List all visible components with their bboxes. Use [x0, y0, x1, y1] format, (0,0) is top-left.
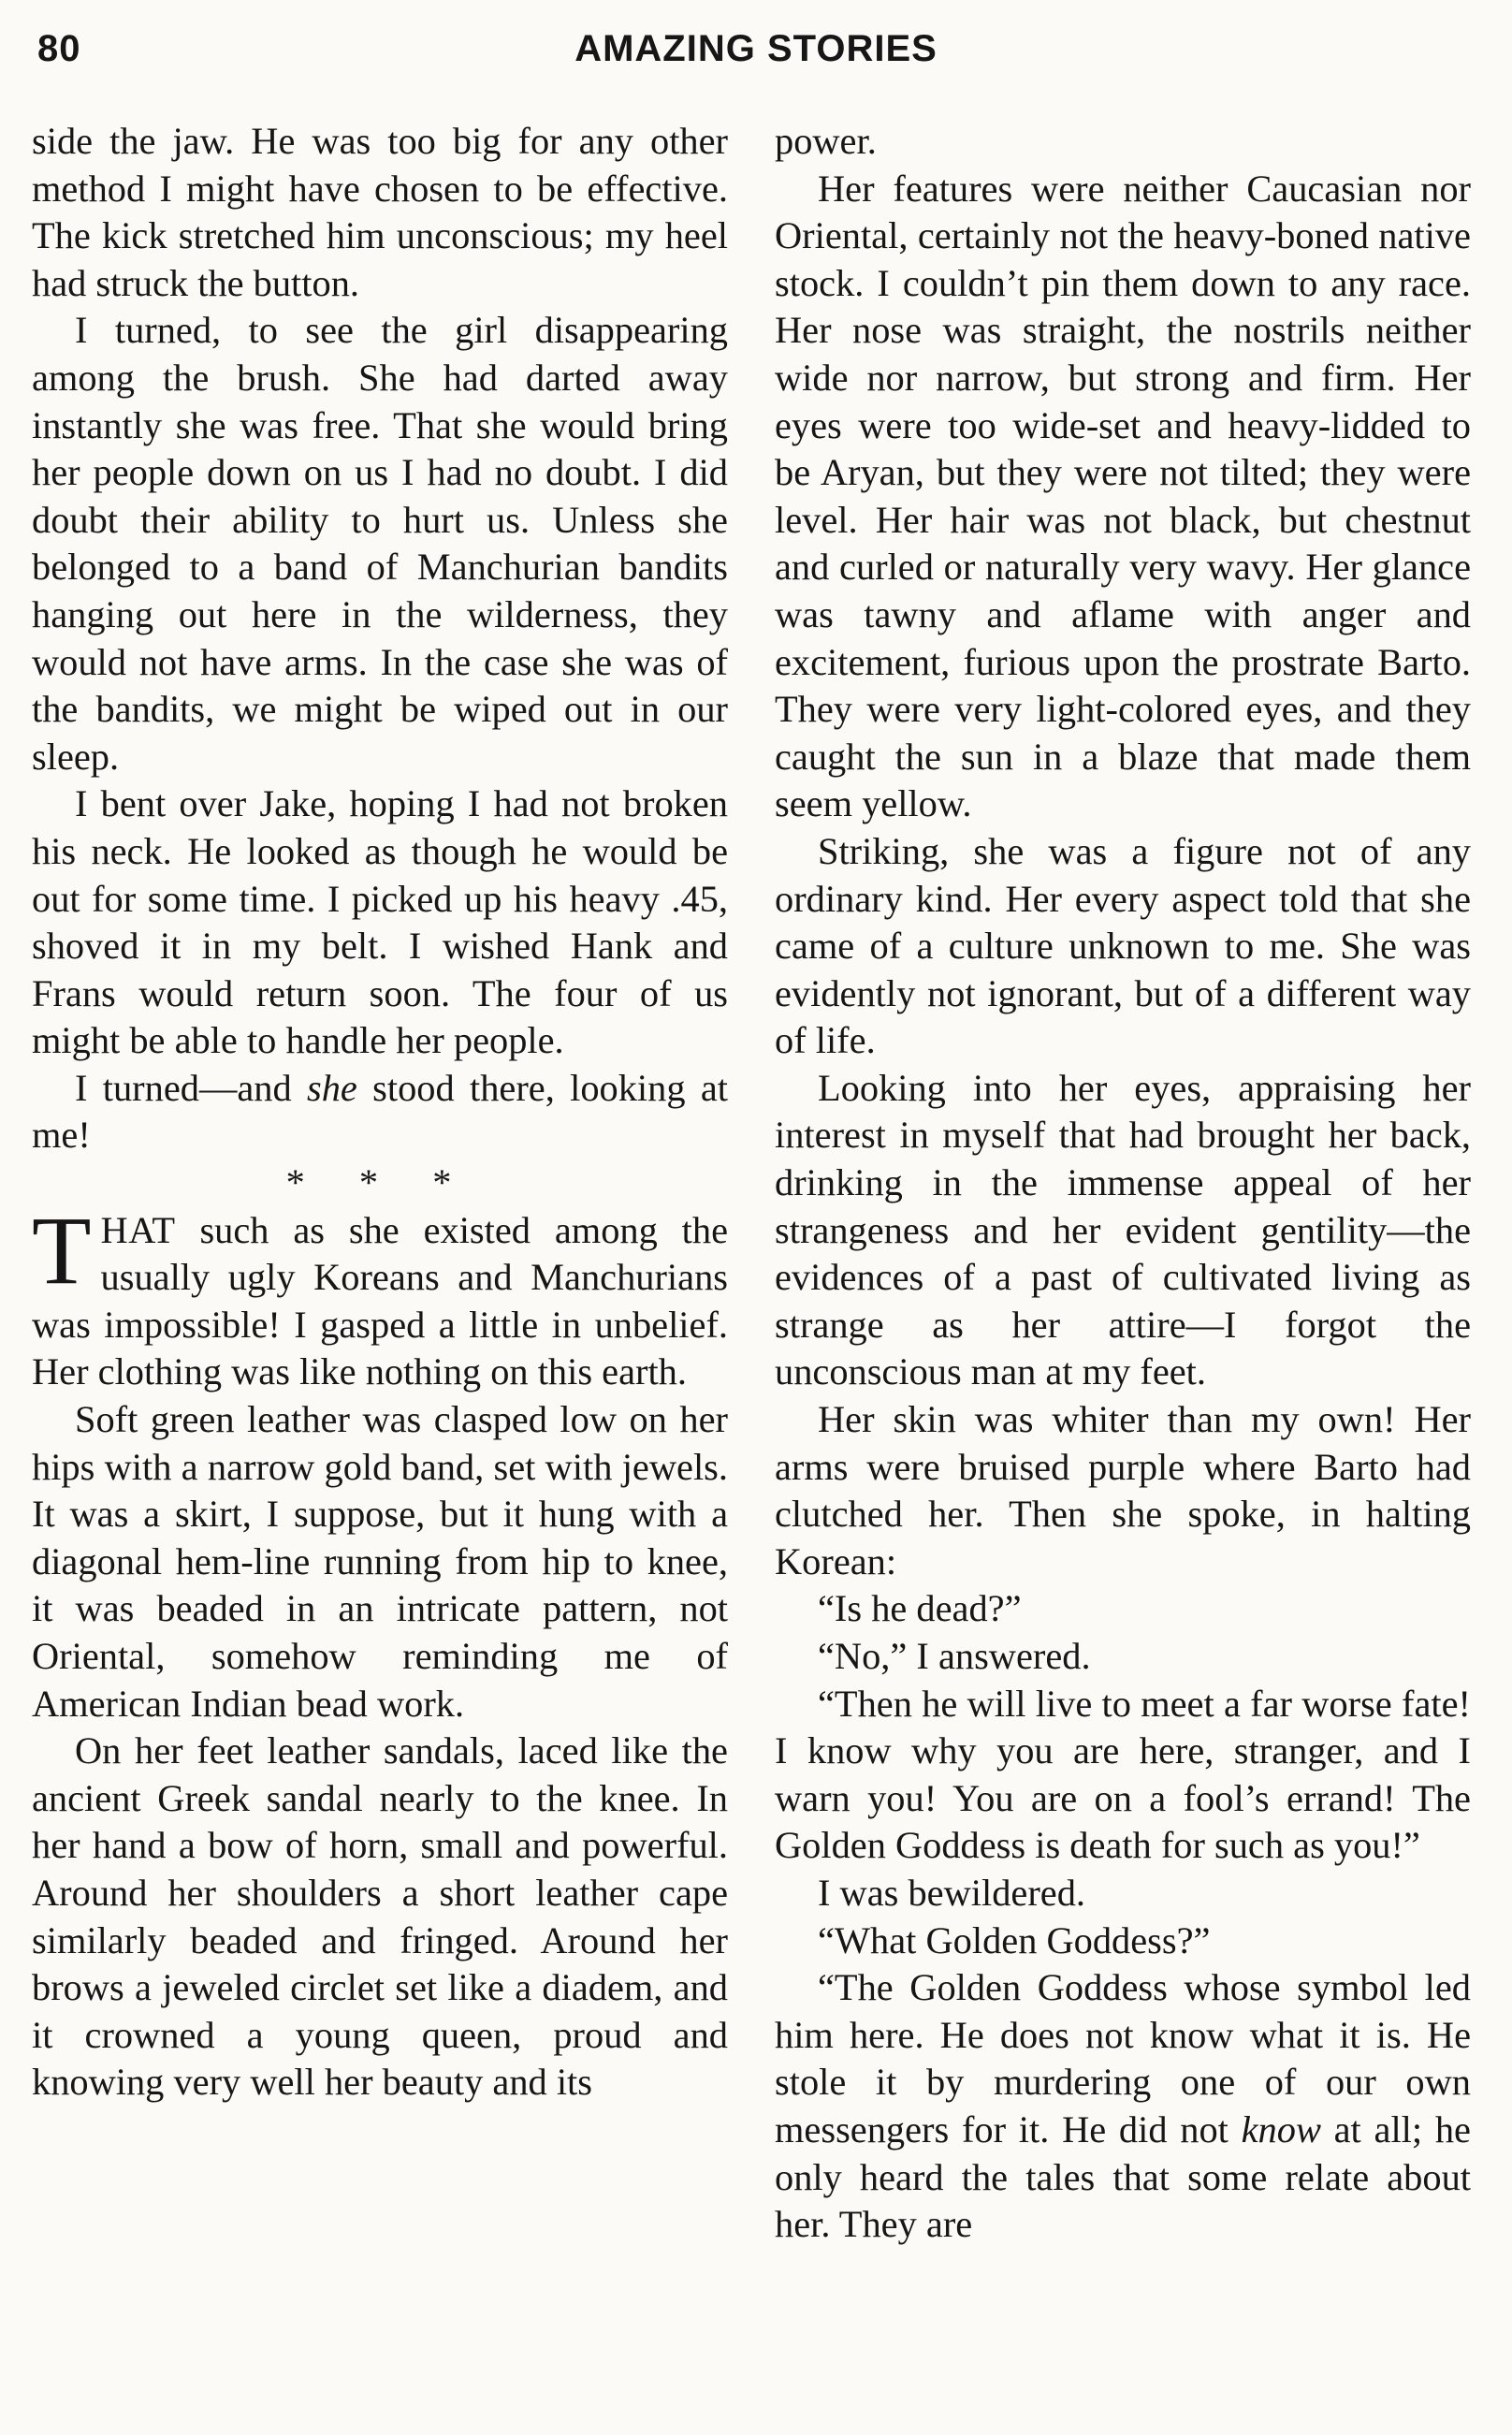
paragraph [32, 1065, 728, 1159]
paragraph [775, 1964, 1471, 2249]
paragraph: Striking, she was a figure not of any ordinary kind. Her every aspect told that she came of a culture unknown to me. She was evidently not ignorant, but of a different way of life. [775, 829, 1471, 1062]
emphasis: know [1241, 2107, 1321, 2151]
paragraph: Looking into her eyes, appraising her interest in myself that had brought her back, drinking in the immense appeal of her strangeness and her evident gentility—the evidences of a past of cultivated living as strange as her attire—I forgot the unconscious man at my feet. [775, 1066, 1471, 1393]
paragraph: Her features were neither Caucasian nor Oriental, certainly not the heavy-boned native stock. I couldn’t pin them down to any race. Her nose was straight, the nostrils neither wide nor narrow, but strong and firm. Her eyes were too wide-set and heavy-lidded to be Aryan, but they were not tilted; they were level. Her hair was not black, but chestnut and curled or naturally very wavy. Her glance was tawny and aflame with anger and excitement, furious upon the prostrate Barto. They were very light-colored eyes, and they caught the sun in a blaze that made them seem yellow. [775, 167, 1471, 825]
emphasis: she [306, 1066, 357, 1109]
paragraph: Her skin was whiter than my own! Her arms were bruised purple where Barto had clutched her. Then she spoke, in halting Korean: [775, 1398, 1471, 1582]
paragraph: I was bewildered. [818, 1871, 1085, 1914]
paragraph: power. [775, 120, 877, 162]
text-run: “The Golden Goddess whose symbol led him here. He does not know what it is. He stole it by murdering one of our own messengers for it. He did not [775, 1966, 1471, 2151]
page-number: 80 [37, 28, 81, 69]
paragraph: “What Golden Goddess?” [818, 1918, 1211, 1961]
paragraph: side the jaw. He was too big for any other method I might have chosen to be effective. The kick stretched him unconscious; my heel had struck the button. [32, 120, 728, 304]
paragraph: I turned, to see the girl disappearing among the brush. She had darted away instantly she was free. That she would bring her people down on us I had no doubt. I did doubt their ability to hurt us. Unless she belonged to a band of Manchurian bandits hanging out here in the wilderness, they would not have arms. In the case she was of the bandits, we might be wiped out in our sleep. [32, 309, 728, 778]
paragraph [32, 1196, 728, 1396]
right-column [775, 118, 1471, 2249]
text-run: such as she existed among the usually ugly Koreans and Manchurians was impossible! I gasped a little in unbelief. Her clothing was like nothing on this earth. [32, 1208, 728, 1393]
paragraph: I bent over Jake, hoping I had not broken his neck. He looked as though he would be out for some time. I picked up his heavy .45, shoved it in my belt. I wished Hank and Frans would return soon. The four of us might be able to handle her people. [32, 782, 728, 1062]
paragraph: On her feet leather sandals, laced like the ancient Greek sandal nearly to the knee. In her hand a bow of horn, small and powerful. Around her shoulders a short leather cape similarly beaded and fringed. Around her brows a jeweled circlet set like a diadem, and it crowned a young queen, proud and knowing very well her beauty and its [32, 1729, 728, 2104]
left-column [32, 118, 728, 2107]
paragraph: Soft green leather was clasped low on her hips with a narrow gold band, set with jewels. It was a skirt, I suppose, but it hung with a diagonal hem-line running from hip to knee, it was beaded in an intricate pattern, not Oriental, somehow reminding me of American Indian bead work. [32, 1398, 728, 1725]
paragraph: “Then he will live to meet a far worse fate! I know why you are here, stranger, and I warn you! You are on a fool’s errand! The Golden Goddess is death for such as you!” [775, 1682, 1471, 1867]
text-run: stood there, looking at me! [32, 1066, 728, 1157]
running-title: AMAZING STORIES [574, 28, 938, 69]
text-run: I turned—and [75, 1066, 307, 1109]
small-caps-run: HAT [100, 1208, 176, 1251]
drop-cap: T [32, 1196, 92, 1305]
page-header [26, 21, 1486, 80]
section-separator: * * * [285, 1161, 474, 1204]
paragraph: “Is he dead?” [818, 1587, 1022, 1630]
paragraph: “No,” I answered. [818, 1635, 1091, 1677]
text-run: at all; he only heard the tales that some relate about her. They are [775, 2107, 1471, 2246]
